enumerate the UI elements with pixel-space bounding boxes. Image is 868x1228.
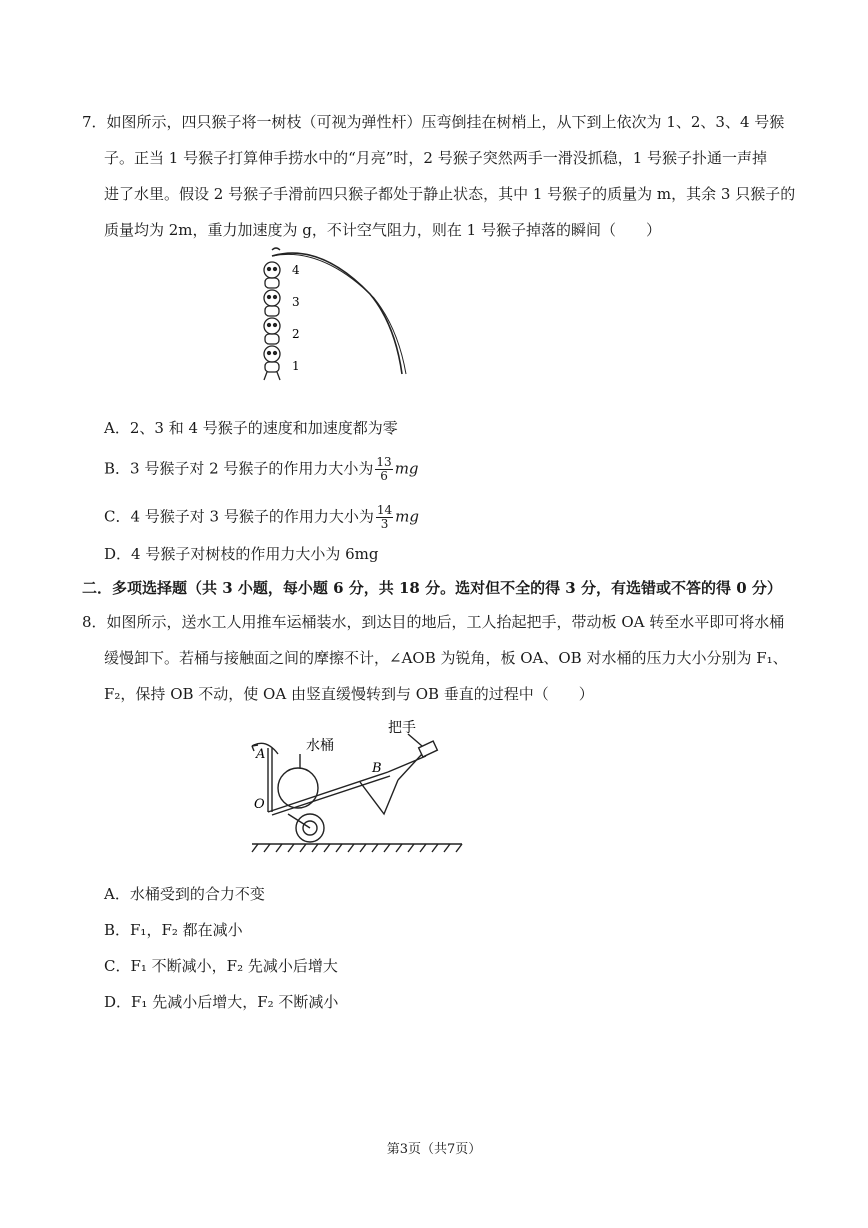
fraction-denominator: 3 (380, 517, 389, 531)
point-b-label: B (372, 761, 382, 776)
q8-option-a: A．水桶受到的合力不变 (104, 885, 265, 903)
monkey-label-4: 4 (292, 263, 300, 277)
q8-line-1: 8．如图所示，送水工人用推车运桶装水，到达目的地后，工人抬起把手，带动板 OA 转至水平即可将水桶 (82, 613, 785, 631)
q7-line-3: 进了水里。假设 2 号猴子手滑前四只猴子都处于静止状态，其中 1 号猴子的质量为 m，其余 3 只猴子的 (104, 185, 796, 203)
handle-label: 把手 (388, 719, 416, 735)
q7-option-c-unit: mg (395, 507, 419, 526)
monkey-label-1: 1 (292, 359, 300, 373)
q7-option-d: D．4 号猴子对树枝的作用力大小为 6mg (104, 545, 379, 563)
q7-line-1: 7．如图所示，四只猴子将一树枝（可视为弹性杆）压弯倒挂在树梢上，从下到上依次为 1、2、3、4 号猴 (82, 113, 785, 131)
cart-bucket-figure (248, 714, 468, 859)
monkey-label-2: 2 (292, 327, 300, 341)
q8-line-3: F₂，保持 OB 不动，使 OA 由竖直缓慢转到与 OB 垂直的过程中（ ） (104, 685, 594, 703)
q7-option-b (104, 456, 824, 483)
point-a-label: A (256, 747, 266, 762)
q7-option-b-unit: mg (394, 459, 419, 478)
q7-option-c (104, 504, 824, 531)
q7-line-2: 子。正当 1 号猴子打算伸手捞水中的“月亮”时，2 号猴子突然两手一滑没抓稳，1 号猴子扑通一声掉 (104, 149, 768, 167)
q8-option-d: D．F₁ 先减小后增大，F₂ 不断减小 (104, 993, 339, 1011)
q7-option-b-text: B．3 号猴子对 2 号猴子的作用力大小为 (104, 459, 374, 478)
bucket-label: 水桶 (306, 737, 334, 753)
q7-option-c-text: C．4 号猴子对 3 号猴子的作用力大小为 (104, 507, 374, 526)
q7-option-a: A．2、3 和 4 号猴子的速度和加速度都为零 (104, 419, 398, 437)
q8-line-2: 缓慢卸下。若桶与接触面之间的摩擦不计，∠AOB 为锐角，板 OA、OB 对水桶的压力大小分别为 F₁、 (104, 649, 788, 667)
q7-option-b-fraction (375, 456, 392, 483)
page-footer: 第3页（共7页） (386, 1142, 482, 1157)
fraction-denominator: 6 (380, 469, 388, 483)
q8-option-b: B．F₁，F₂ 都在减小 (104, 921, 243, 939)
q8-option-c: C．F₁ 不断减小，F₂ 先减小后增大 (104, 957, 338, 975)
section-2-heading: 二．多项选择题（共 3 小题，每小题 6 分，共 18 分。选对但不全的得 3 分，有选错或不答的得 0 分） (82, 579, 782, 597)
monkey-label-3: 3 (292, 295, 300, 309)
monkey-branch-figure (250, 244, 420, 384)
fraction-numerator: 14 (376, 503, 393, 517)
q7-line-4: 质量均为 2m，重力加速度为 g，不计空气阻力，则在 1 号猴子掉落的瞬间（ ） (104, 221, 661, 239)
point-o-label: O (254, 797, 265, 812)
fraction-numerator: 13 (376, 455, 392, 469)
q7-option-c-fraction (376, 504, 393, 531)
